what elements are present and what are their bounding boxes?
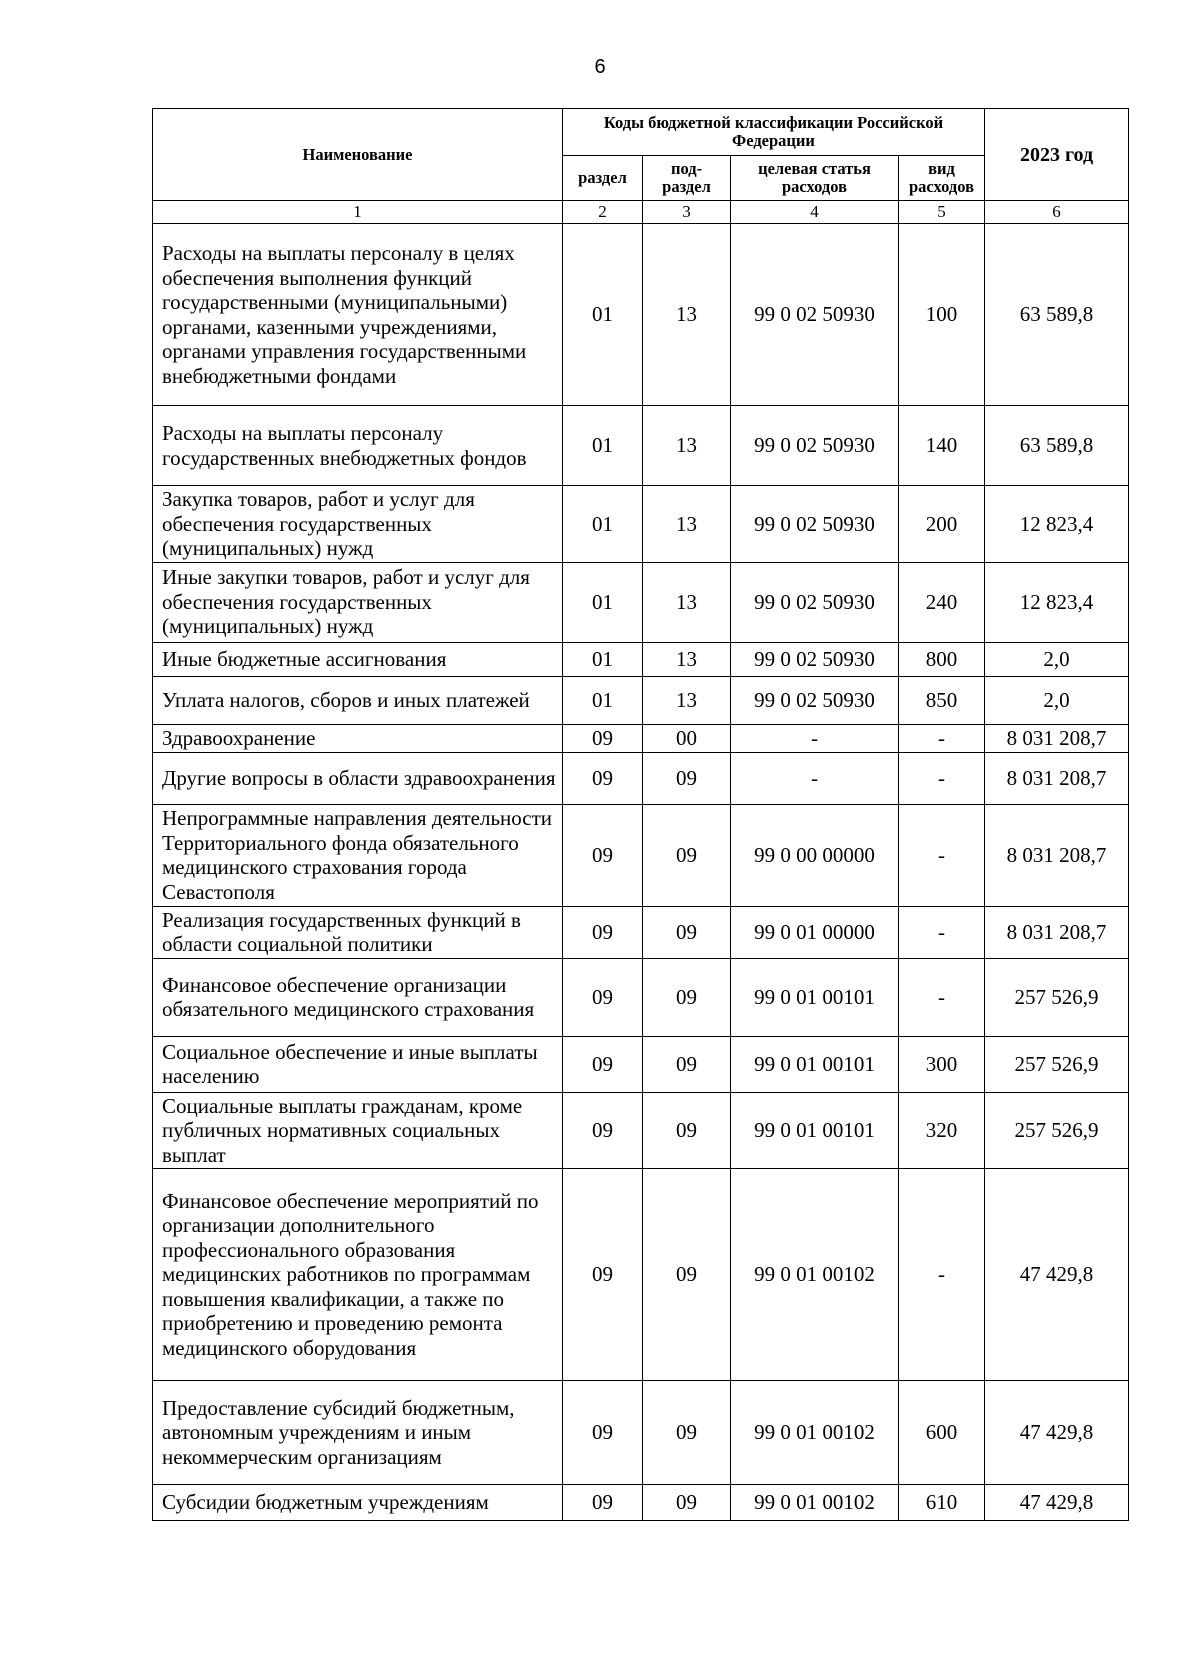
table-row [153, 724, 1129, 752]
column-index: 1 [153, 201, 563, 224]
row-target-article: 99 0 01 00102 [731, 1169, 899, 1381]
row-target-article: 99 0 02 50930 [731, 406, 899, 486]
row-expense-type: 140 [899, 406, 985, 486]
row-target-article: 99 0 02 50930 [731, 224, 899, 406]
row-expense-type: - [899, 1169, 985, 1381]
row-razdel: 09 [563, 1036, 643, 1092]
row-amount: 12 823,4 [985, 562, 1129, 642]
row-razdel: 09 [563, 1485, 643, 1521]
row-podrazdel: 09 [643, 1169, 731, 1381]
row-razdel: 01 [563, 676, 643, 724]
row-razdel: 01 [563, 406, 643, 486]
row-name: Социальные выплаты гражданам, кроме публичных нормативных социальных выплат [153, 1092, 563, 1169]
table-row [153, 804, 1129, 906]
row-expense-type: 610 [899, 1485, 985, 1521]
row-razdel: 09 [563, 752, 643, 804]
table-row [153, 406, 1129, 486]
row-target-article: 99 0 01 00101 [731, 1036, 899, 1092]
row-expense-type: 100 [899, 224, 985, 406]
row-amount: 47 429,8 [985, 1169, 1129, 1381]
row-target-article: 99 0 02 50930 [731, 562, 899, 642]
row-target-article: 99 0 02 50930 [731, 642, 899, 676]
row-amount: 12 823,4 [985, 486, 1129, 563]
table-row [153, 486, 1129, 563]
table-row [153, 906, 1129, 958]
row-amount: 8 031 208,7 [985, 906, 1129, 958]
row-expense-type: 320 [899, 1092, 985, 1169]
row-podrazdel: 09 [643, 1036, 731, 1092]
row-podrazdel: 09 [643, 906, 731, 958]
row-name: Расходы на выплаты персоналу в целях обеспечения выполнения функций государственными (муниципальными) органами, казенными учреждениями, органами управления государственными внебюджетными фондами [153, 224, 563, 406]
row-name: Закупка товаров, работ и услуг для обеспечения государственных (муниципальных) нужд [153, 486, 563, 563]
column-index: 4 [731, 201, 899, 224]
page-number: 6 [594, 56, 606, 78]
row-expense-type: 240 [899, 562, 985, 642]
row-target-article: - [731, 752, 899, 804]
row-amount: 47 429,8 [985, 1381, 1129, 1485]
row-name: Иные бюджетные ассигнования [153, 642, 563, 676]
row-amount: 257 526,9 [985, 958, 1129, 1036]
row-amount: 8 031 208,7 [985, 724, 1129, 752]
table-row [153, 224, 1129, 406]
row-podrazdel: 09 [643, 1092, 731, 1169]
row-podrazdel: 00 [643, 724, 731, 752]
row-razdel: 09 [563, 1381, 643, 1485]
row-name: Финансовое обеспечение мероприятий по организации дополнительного профессионального образования медицинских работников по программам повышения квалификации, а также по приобретению и проведению ремонта медицинского оборудования [153, 1169, 563, 1381]
row-name: Реализация государственных функций в области социальной политики [153, 906, 563, 958]
column-index: 5 [899, 201, 985, 224]
row-amount: 8 031 208,7 [985, 804, 1129, 906]
row-name: Субсидии бюджетным учреждениям [153, 1485, 563, 1521]
row-razdel: 01 [563, 486, 643, 563]
row-razdel: 01 [563, 642, 643, 676]
row-name: Финансовое обеспечение организации обязательного медицинского страхования [153, 958, 563, 1036]
row-podrazdel: 13 [643, 676, 731, 724]
row-name: Предоставление субсидий бюджетным, автономным учреждениям и иным некоммерческим организациям [153, 1381, 563, 1485]
row-expense-type: - [899, 752, 985, 804]
row-name: Социальное обеспечение и иные выплаты населению [153, 1036, 563, 1092]
row-expense-type: 600 [899, 1381, 985, 1485]
column-index: 3 [643, 201, 731, 224]
row-razdel: 09 [563, 724, 643, 752]
row-expense-type: - [899, 724, 985, 752]
table-row [153, 1169, 1129, 1381]
table-row [153, 1381, 1129, 1485]
table-header [153, 109, 1129, 201]
row-expense-type: - [899, 958, 985, 1036]
header-name: Наименование [153, 109, 563, 201]
header-podrazdel: под-раздел [643, 156, 731, 201]
header-vid: вид расходов [899, 156, 985, 201]
table-row [153, 676, 1129, 724]
row-target-article: 99 0 01 00000 [731, 906, 899, 958]
row-target-article: 99 0 01 00102 [731, 1381, 899, 1485]
row-razdel: 09 [563, 906, 643, 958]
row-expense-type: - [899, 804, 985, 906]
row-name: Здравоохранение [153, 724, 563, 752]
row-expense-type: 850 [899, 676, 985, 724]
row-expense-type: - [899, 906, 985, 958]
budget-table [152, 108, 1129, 1521]
row-target-article: 99 0 00 00000 [731, 804, 899, 906]
row-target-article: 99 0 02 50930 [731, 486, 899, 563]
row-name: Уплата налогов, сборов и иных платежей [153, 676, 563, 724]
row-amount: 257 526,9 [985, 1092, 1129, 1169]
row-amount: 47 429,8 [985, 1485, 1129, 1521]
row-amount: 2,0 [985, 642, 1129, 676]
row-amount: 63 589,8 [985, 406, 1129, 486]
row-amount: 63 589,8 [985, 224, 1129, 406]
row-razdel: 09 [563, 1169, 643, 1381]
row-podrazdel: 13 [643, 406, 731, 486]
header-year: 2023 год [985, 109, 1129, 201]
row-expense-type: 300 [899, 1036, 985, 1092]
header-target: целевая статья расходов [731, 156, 899, 201]
table-body [153, 201, 1129, 1521]
table-row [153, 958, 1129, 1036]
row-name: Иные закупки товаров, работ и услуг для обеспечения государственных (муниципальных) нужд [153, 562, 563, 642]
row-podrazdel: 09 [643, 804, 731, 906]
row-target-article: 99 0 02 50930 [731, 676, 899, 724]
column-index: 6 [985, 201, 1129, 224]
column-index: 2 [563, 201, 643, 224]
row-amount: 8 031 208,7 [985, 752, 1129, 804]
row-name: Другие вопросы в области здравоохранения [153, 752, 563, 804]
row-podrazdel: 09 [643, 958, 731, 1036]
row-podrazdel: 13 [643, 562, 731, 642]
row-expense-type: 800 [899, 642, 985, 676]
row-razdel: 09 [563, 1092, 643, 1169]
row-name: Непрограммные направления деятельности Территориального фонда обязательного медицинского страхования города Севастополя [153, 804, 563, 906]
row-target-article: 99 0 01 00102 [731, 1485, 899, 1521]
column-index-row [153, 201, 1129, 224]
row-podrazdel: 09 [643, 752, 731, 804]
table-row [153, 1092, 1129, 1169]
row-razdel: 01 [563, 562, 643, 642]
row-podrazdel: 09 [643, 1381, 731, 1485]
row-expense-type: 200 [899, 486, 985, 563]
row-razdel: 01 [563, 224, 643, 406]
row-podrazdel: 13 [643, 486, 731, 563]
row-razdel: 09 [563, 958, 643, 1036]
table-row [153, 1485, 1129, 1521]
header-razdel: раздел [563, 156, 643, 201]
row-razdel: 09 [563, 804, 643, 906]
row-amount: 2,0 [985, 676, 1129, 724]
row-name: Расходы на выплаты персоналу государственных внебюджетных фондов [153, 406, 563, 486]
row-podrazdel: 13 [643, 642, 731, 676]
row-target-article: 99 0 01 00101 [731, 958, 899, 1036]
row-podrazdel: 13 [643, 224, 731, 406]
row-target-article: - [731, 724, 899, 752]
header-codes-group: Коды бюджетной классификации Российской Федерации [563, 109, 985, 156]
row-amount: 257 526,9 [985, 1036, 1129, 1092]
row-podrazdel: 09 [643, 1485, 731, 1521]
table-row [153, 1036, 1129, 1092]
table-row [153, 752, 1129, 804]
table-row [153, 562, 1129, 642]
row-target-article: 99 0 01 00101 [731, 1092, 899, 1169]
table-row [153, 642, 1129, 676]
